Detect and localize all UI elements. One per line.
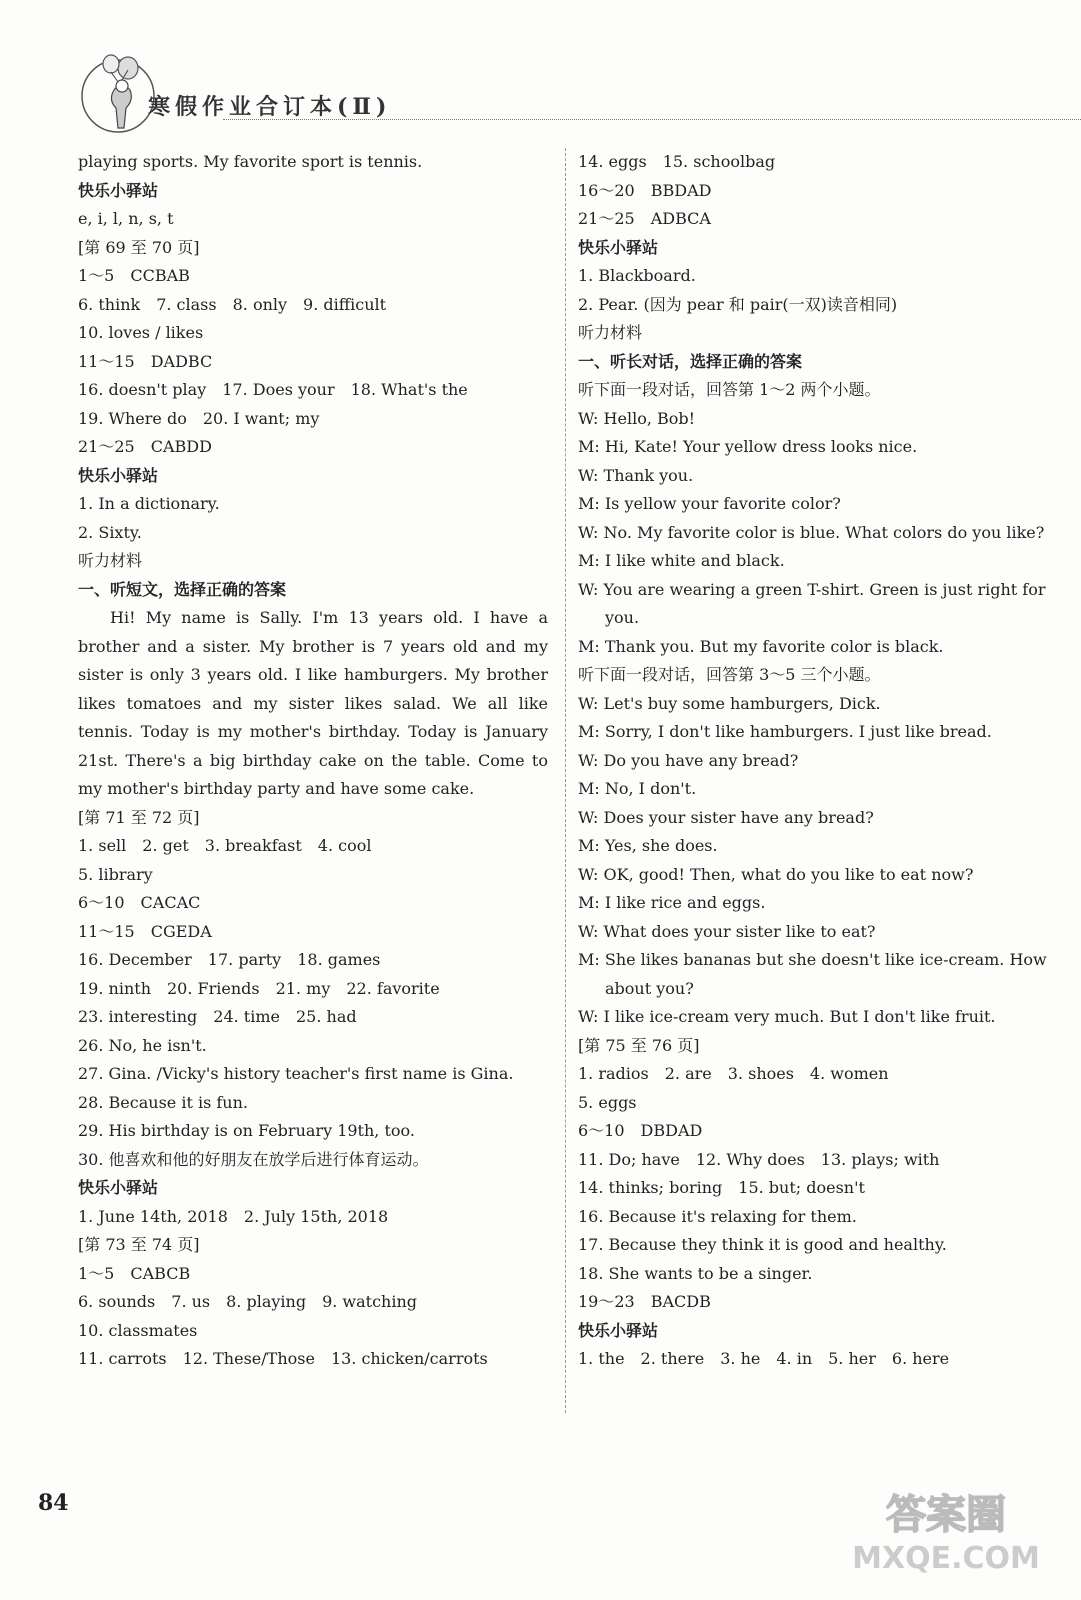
- right-line: W: Does your sister have any bread?: [578, 807, 874, 827]
- right-line: 听下面一段对话，回答第 3～5 三个小题。: [578, 665, 881, 684]
- right-line: M: Is yellow your favorite color?: [578, 494, 841, 513]
- right-heading: 快乐小驿站: [578, 1320, 659, 1340]
- right-line: 16. Because it's relaxing for them.: [578, 1206, 857, 1226]
- left-line: 16. December 17. party 18. games: [78, 950, 381, 969]
- left-line: 5. library: [78, 864, 153, 884]
- right-line: 2. Pear. (因为 pear 和 pair(一双)读音相同): [578, 294, 898, 314]
- right-line: 1. radios 2. are 3. shoes 4. women: [578, 1064, 889, 1083]
- left-column: [78, 148, 548, 1374]
- right-heading: M: She likes bananas but she doesn't like ice-cream. How about you?: [578, 950, 1047, 998]
- left-line: 1～5 CCBAB: [78, 266, 190, 285]
- left-line: 28. Because it is fun.: [78, 1092, 248, 1112]
- right-line: 听下面一段对话，回答第 1～2 两个小题。: [578, 380, 881, 399]
- left-line: 1. sell 2. get 3. breakfast 4. cool: [78, 836, 372, 855]
- left-line: 听力材料: [78, 551, 143, 570]
- right-line: W: Thank you.: [578, 465, 694, 485]
- header-divider: [223, 119, 1081, 120]
- right-line: W: Hello, Bob!: [578, 408, 696, 428]
- left-line: 27. Gina. /Vicky's history teacher's first name is Gina.: [78, 1064, 514, 1083]
- left-line: 23. interesting 24. time 25. had: [78, 1007, 357, 1026]
- right-line: M: Hi, Kate! Your yellow dress looks nice.: [578, 437, 918, 456]
- right-heading: W: No. My favorite color is blue. What colors do you like?: [578, 522, 1045, 542]
- right-line: 17. Because they think it is good and healthy.: [578, 1235, 947, 1254]
- left-line: 16. doesn't play 17. Does your 18. What's the: [78, 380, 468, 399]
- left-line: 29. His birthday is on February 19th, too.: [78, 1121, 415, 1140]
- left-line: 6～10 CACAC: [78, 893, 201, 912]
- right-line: 14. thinks; boring 15. but; doesn't: [578, 1178, 865, 1197]
- right-line: 1. Blackboard.: [578, 266, 696, 285]
- left-heading: 快乐小驿站: [78, 1178, 159, 1197]
- right-line: W: Do you have any bread?: [578, 750, 799, 770]
- right-line: 14. eggs 15. schoolbag: [578, 152, 776, 171]
- right-heading: 一、听长对话，选择正确的答案: [578, 351, 803, 371]
- watermark-logo: [831, 1480, 1061, 1580]
- right-column: [578, 148, 1058, 1374]
- right-line: 18. She wants to be a singer.: [578, 1263, 813, 1283]
- right-line: 1. the 2. there 3. he 4. in 5. her 6. here: [578, 1349, 950, 1368]
- page-number: 84: [38, 1490, 69, 1516]
- right-line: M: No, I don't.: [578, 779, 697, 798]
- left-line: 30. 他喜欢和他的好朋友在放学后进行体育运动。: [78, 1149, 429, 1169]
- column-divider: [565, 148, 566, 1413]
- right-line: 11. Do; have 12. Why does 13. plays; with: [578, 1149, 940, 1169]
- left-line: [第 73 至 74 页]: [78, 1235, 200, 1254]
- left-line: [第 69 至 70 页]: [78, 237, 200, 257]
- header-title: 寒假作业合订本(Ⅱ): [148, 94, 392, 120]
- right-line: 5. eggs: [578, 1092, 637, 1112]
- left-line: 11～15 DADBC: [78, 351, 213, 371]
- left-line: 11～15 CGEDA: [78, 921, 212, 941]
- left-line: 2. Sixty.: [78, 522, 142, 542]
- right-line: W: I like ice-cream very much. But I don't like fruit.: [578, 1007, 996, 1026]
- left-line: 6. sounds 7. us 8. playing 9. watching: [78, 1292, 418, 1311]
- right-line: 6～10 DBDAD: [578, 1121, 703, 1140]
- right-line: W: OK, good! Then, what do you like to eat now?: [578, 864, 974, 884]
- right-line: 16～20 BBDAD: [578, 180, 712, 200]
- left-line: 11. carrots 12. These/Those 13. chicken/carrots: [78, 1349, 488, 1368]
- left-line: Hi! My name is Sally. I'm 13 years old. I have a brother and a sister. My brother is 7 years old and my sister is only 3 years old. I like hamburgers. My brother likes tomatoes and my sister likes salad. We all like tennis. Today is my mother's birthday. Today is January 21st. There's a big birthday cake on the table. Come to my mother's birthday party and have some cake.: [78, 608, 548, 798]
- watermark-top-text: 答案圈: [886, 1492, 1006, 1538]
- left-line: [第 71 至 72 页]: [78, 807, 200, 827]
- left-line: 1～5 CABCB: [78, 1263, 191, 1283]
- page-header: [78, 50, 1078, 140]
- right-line: M: I like white and black.: [578, 551, 785, 570]
- left-line: e, i, l, n, s, t: [78, 209, 174, 228]
- left-line: 10. loves / likes: [78, 323, 204, 342]
- right-line: M: Sorry, I don't like hamburgers. I just like bread.: [578, 722, 992, 741]
- left-line: 1. June 14th, 2018 2. July 15th, 2018: [78, 1206, 389, 1226]
- left-line: 19. Where do 20. I want; my: [78, 408, 320, 428]
- left-line: 1. In a dictionary.: [78, 494, 220, 513]
- girl-logo-icon: [78, 50, 158, 136]
- right-line: M: Thank you. But my favorite color is black.: [578, 636, 944, 656]
- left-heading: 快乐小驿站: [78, 465, 159, 485]
- left-line: 10. classmates: [78, 1320, 198, 1340]
- left-line: 26. No, he isn't.: [78, 1035, 207, 1055]
- right-line: 听力材料: [578, 323, 643, 342]
- right-line: [第 75 至 76 页]: [578, 1035, 700, 1055]
- left-line: 21～25 CABDD: [78, 437, 212, 456]
- left-heading: 一、听短文，选择正确的答案: [78, 579, 287, 599]
- right-line: M: I like rice and eggs.: [578, 893, 766, 912]
- right-line: W: What does your sister like to eat?: [578, 921, 876, 941]
- left-line: 6. think 7. class 8. only 9. difficult: [78, 294, 387, 314]
- right-line: M: Yes, she does.: [578, 836, 718, 855]
- right-line: 21～25 ADBCA: [578, 209, 711, 228]
- left-line: playing sports. My favorite sport is tennis.: [78, 152, 423, 171]
- left-heading: 快乐小驿站: [78, 180, 159, 200]
- right-line: W: Let's buy some hamburgers, Dick.: [578, 693, 881, 713]
- right-heading: 快乐小驿站: [578, 237, 659, 257]
- left-line: 19. ninth 20. Friends 21. my 22. favorite: [78, 978, 440, 998]
- watermark-bottom-text: MXQE.COM: [852, 1541, 1040, 1576]
- right-heading: W: You are wearing a green T-shirt. Green is just right for you.: [578, 579, 1046, 627]
- right-line: 19～23 BACDB: [578, 1292, 711, 1311]
